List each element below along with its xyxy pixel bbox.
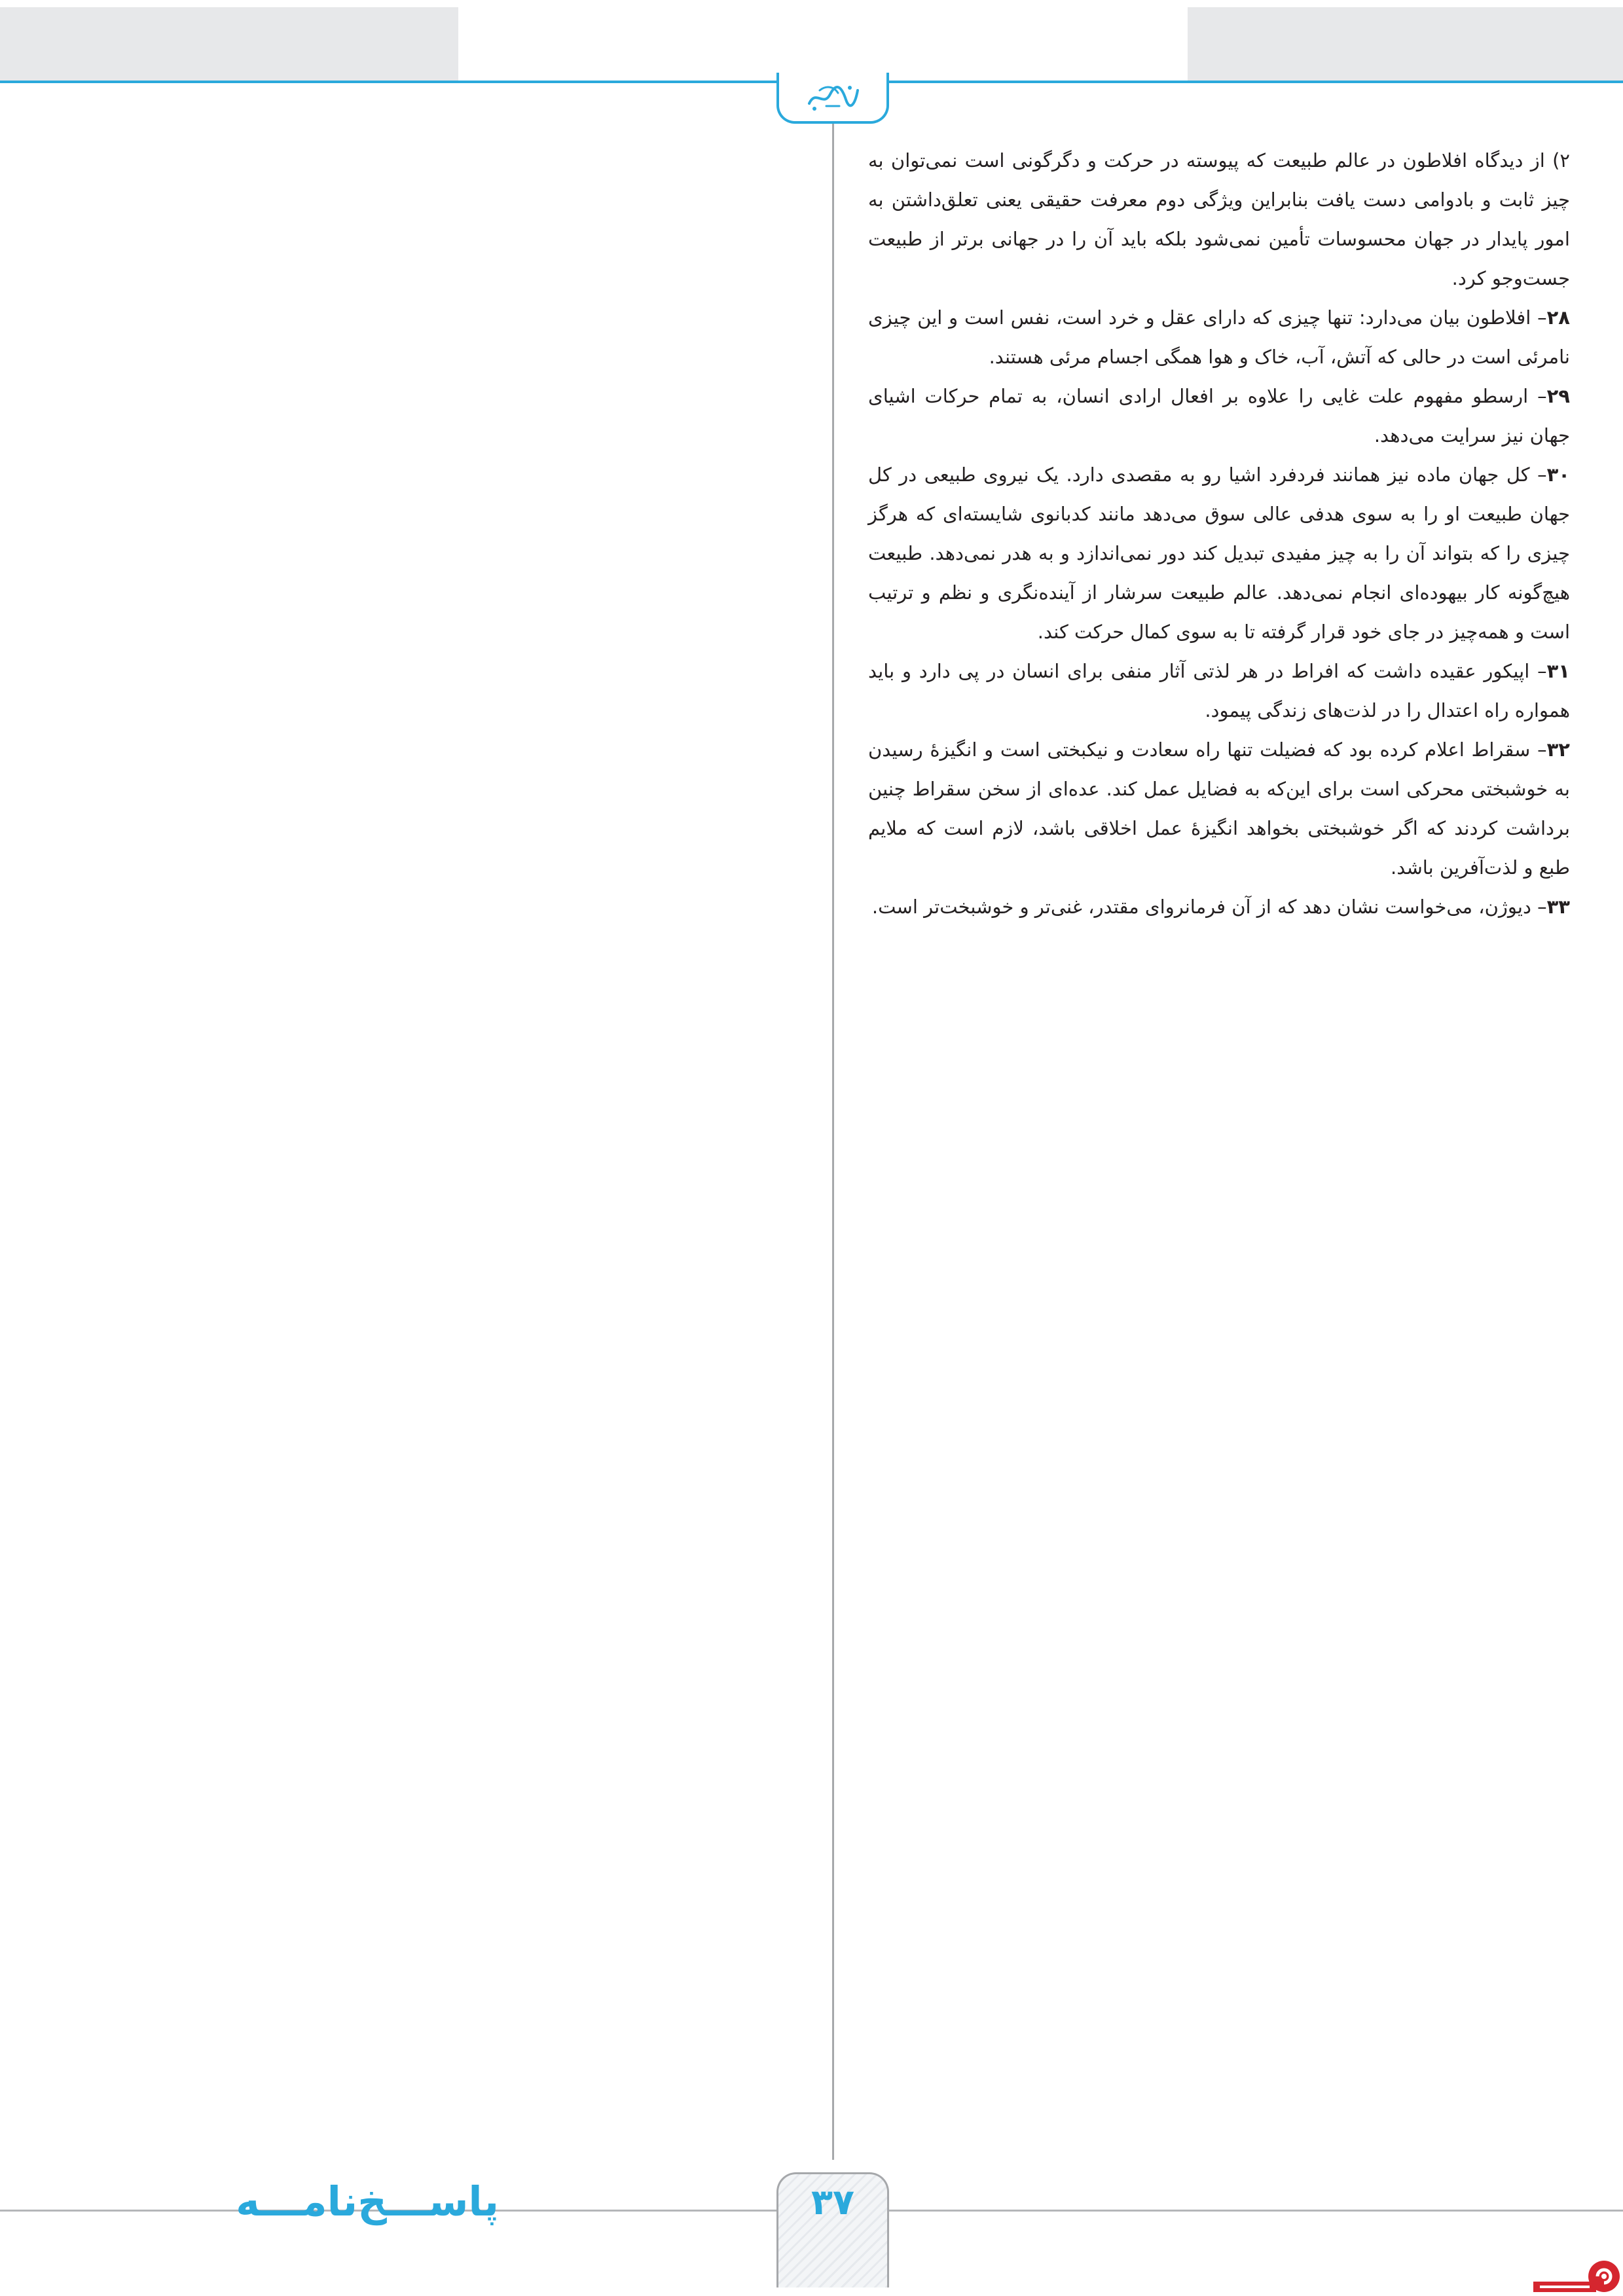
answer-item (868, 376, 1570, 455)
header-band-left (0, 7, 458, 81)
answer-column (868, 141, 1570, 926)
answer-item (868, 887, 1570, 926)
footer-title: پاســـخ‌نامـــه (236, 2178, 499, 2225)
answer-text: – کل جهان ماده نیز همانند فردفرد اشیا رو به مقصدی دارد. یک نیروی طبیعی در کل جهان طبیعت او را به سوی هدفی عالی سوق می‌دهد مانند کدبانوی شایسته‌ای که هرگز چیزی را که بتواند آن را به چیز مفیدی تبدیل کند دور نمی‌اندازد و به هدر نمی‌دهد. طبیعت هیچ‌گونه کار بیهوده‌ای انجام نمی‌دهد. عالم طبیعت سرشار از آینده‌نگری و نظم و ترتیب است و همه‌چیز در جای خود قرار گرفته تا به سوی کمال حرکت کند. (868, 464, 1570, 643)
footer-rule-right (889, 2210, 1623, 2212)
answer-number: ۳۱ (1546, 660, 1570, 682)
answer-item (868, 141, 1570, 298)
column-divider (832, 124, 834, 2160)
answer-text: – سقراط اعلام کرده بود که فضیلت تنها راه سعادت و نیکبختی است و انگیزهٔ رسیدن به خوشبختی محرکی است برای این‌که به فضایل عمل کند. عده‌ای از سخن سقراط چنین برداشت کردند که اگر خوشبختی بخواهد انگیزهٔ عمل اخلاقی باشد، لازم است که ملایم طبع و لذت‌آفرین باشد. (868, 738, 1570, 879)
header-logo-tab (776, 73, 889, 124)
calligraphy-logo-icon (800, 80, 866, 114)
answer-number: ۲۸ (1546, 306, 1570, 329)
answer-item (868, 298, 1570, 376)
answer-text: – ارسطو مفهوم علت غایی را علاوه بر افعال ارادی انسان، به تمام حرکات اشیای جهان نیز سرایت می‌دهد. (868, 385, 1570, 446)
answer-item (868, 651, 1570, 730)
answer-text: ۲) از دیدگاه افلاطون در عالم طبیعت که پیوسته در حرکت و دگرگونی است نمی‌توان به چیز ثابت و بادوامی دست یافت بنابراین ویژگی دوم معرفت حقیقی یعنی تعلق‌داشتن به امور پایدار در جهان محسوسات تأمین نمی‌شود بلکه باید آن را در جهانی برتر از طبیعت جست‌وجو کرد. (868, 149, 1570, 289)
answer-number: ۳۰ (1546, 464, 1570, 486)
answer-number: ۲۹ (1546, 385, 1570, 407)
answer-text: – افلاطون بیان می‌دارد: تنها چیزی که دارای عقل و خرد است، نفس است و این چیزی نامرئی است در حالی که آتش، آب، خاک و هوا همگی اجسام مرئی هستند. (868, 306, 1570, 368)
answer-item (868, 455, 1570, 651)
page-number: ۳۷ (811, 2181, 854, 2223)
answer-text: – اپیکور عقیده داشت که افراط در هر لذتی آثار منفی برای انسان در پی دارد و باید همواره راه اعتدال را در لذت‌های زندگی پیمود. (868, 660, 1570, 721)
answer-item (868, 730, 1570, 887)
answer-number: ۳۲ (1546, 738, 1570, 761)
header-band-right (1188, 7, 1623, 81)
publisher-logo-icon (1532, 2255, 1621, 2296)
answer-number: ۳۳ (1546, 896, 1570, 918)
answer-text: – دیوژن، می‌خواست نشان دهد که از آن فرمانروای مقتدر، غنی‌تر و خوشبخت‌تر است. (871, 896, 1547, 918)
